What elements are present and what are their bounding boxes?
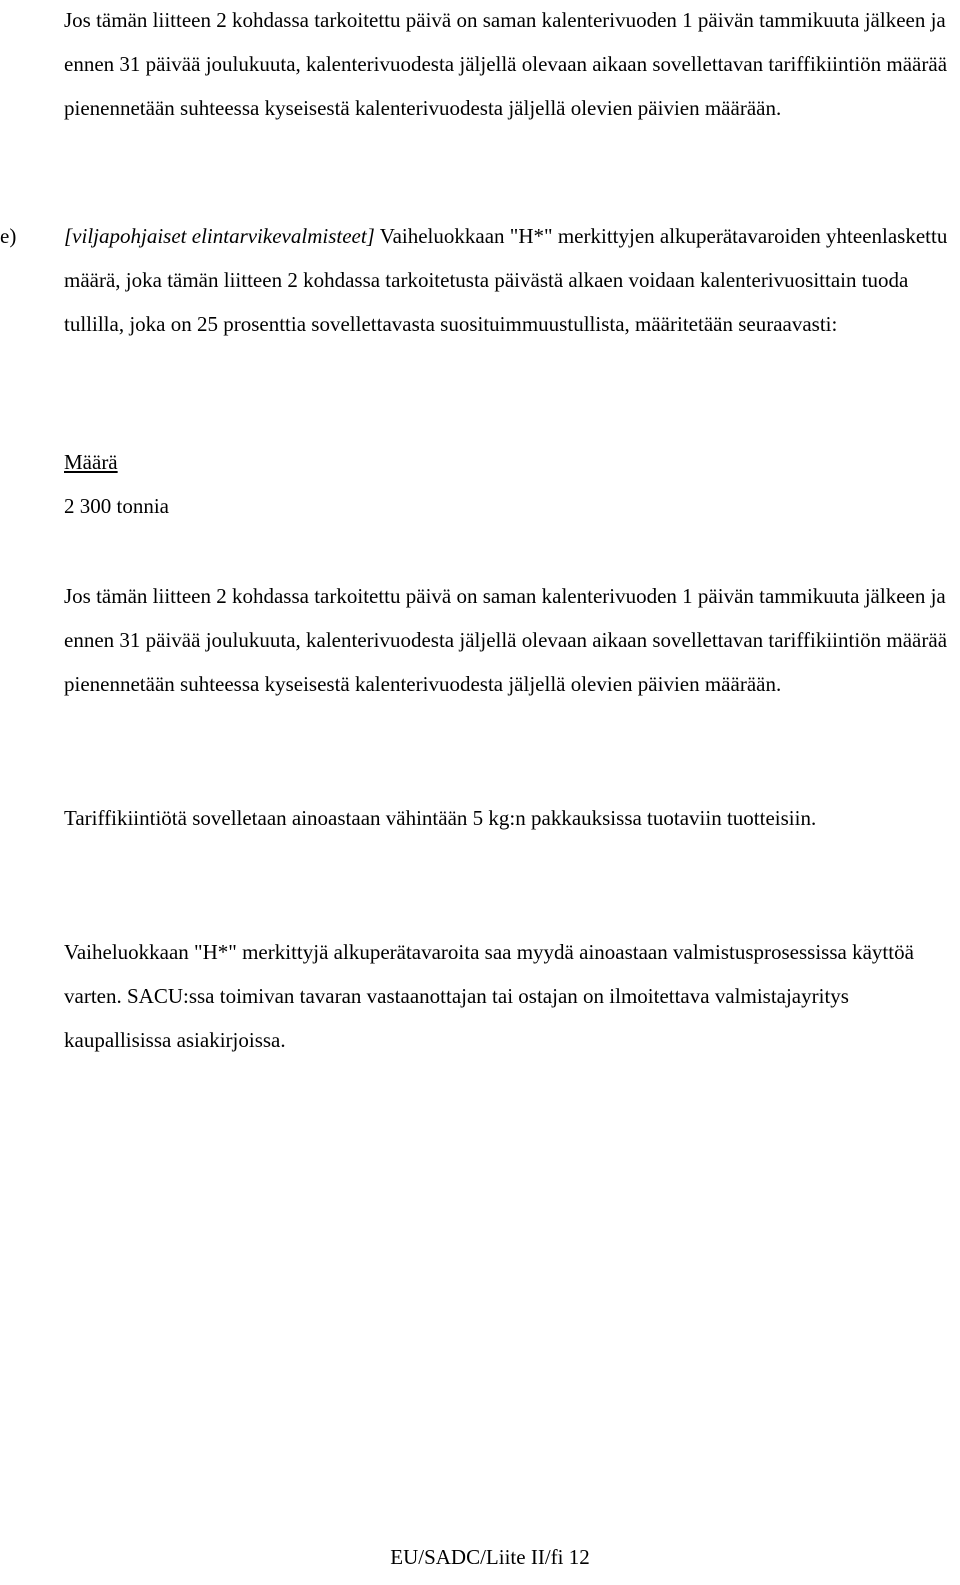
list-item-text	[64, 214, 954, 346]
item-body: Vaiheluokkaan "H*" merkittyjen alkuperätavaroiden yhteenlaskettu määrä, joka tämän liitteen 2 kohdassa tarkoitetusta päivästä alkaen voidaan kalenterivuosittain tuoda tullilla, joka on 25 prosenttia sovellettavasta suosituimmuustullista, määritetään seuraavasti:	[64, 224, 948, 336]
paragraph-quota-reduction-2: Jos tämän liitteen 2 kohdassa tarkoitettu päivä on saman kalenterivuoden 1 päivän tammikuuta jälkeen ja ennen 31 päivää joulukuuta, kalenterivuodesta jäljellä olevaan aikaan sovellettavan tariffikiintiön määrää pienennetään suhteessa kyseisestä kalenterivuodesta jäljellä olevien päivien määrään.	[64, 584, 948, 696]
paragraph-quota-reduction-1: Jos tämän liitteen 2 kohdassa tarkoitettu päivä on saman kalenterivuoden 1 päivän tammikuuta jälkeen ja ennen 31 päivää joulukuuta, kalenterivuodesta jäljellä olevaan aikaan sovellettavan tariffikiintiön määrää pienennetään suhteessa kyseisestä kalenterivuodesta jäljellä olevien päivien määrään.	[64, 8, 948, 120]
amount-label: Määrä	[64, 450, 118, 474]
item-heading: [viljapohjaiset elintarvikevalmisteet]	[64, 224, 375, 248]
page-footer	[0, 1540, 960, 1574]
paragraph-usage-restriction: Vaiheluokkaan "H*" merkittyjä alkuperätavaroita saa myydä ainoastaan valmistusprosessissa käyttöä varten. SACU:ssa toimivan tavaran vastaanottajan tai ostajan on ilmoitettava valmistajayritys kaupallisissa asiakirjoissa.	[64, 940, 914, 1052]
footer-reference: EU/SADC/Liite II/fi 12	[390, 1545, 590, 1569]
paragraph-packaging-rule: Tariffikiintiötä sovelletaan ainoastaan vähintään 5 kg:n pakkauksissa tuotaviin tuotteisiin.	[64, 806, 817, 830]
amount-value: 2 300 tonnia	[64, 494, 169, 518]
list-marker: e)	[0, 224, 17, 248]
